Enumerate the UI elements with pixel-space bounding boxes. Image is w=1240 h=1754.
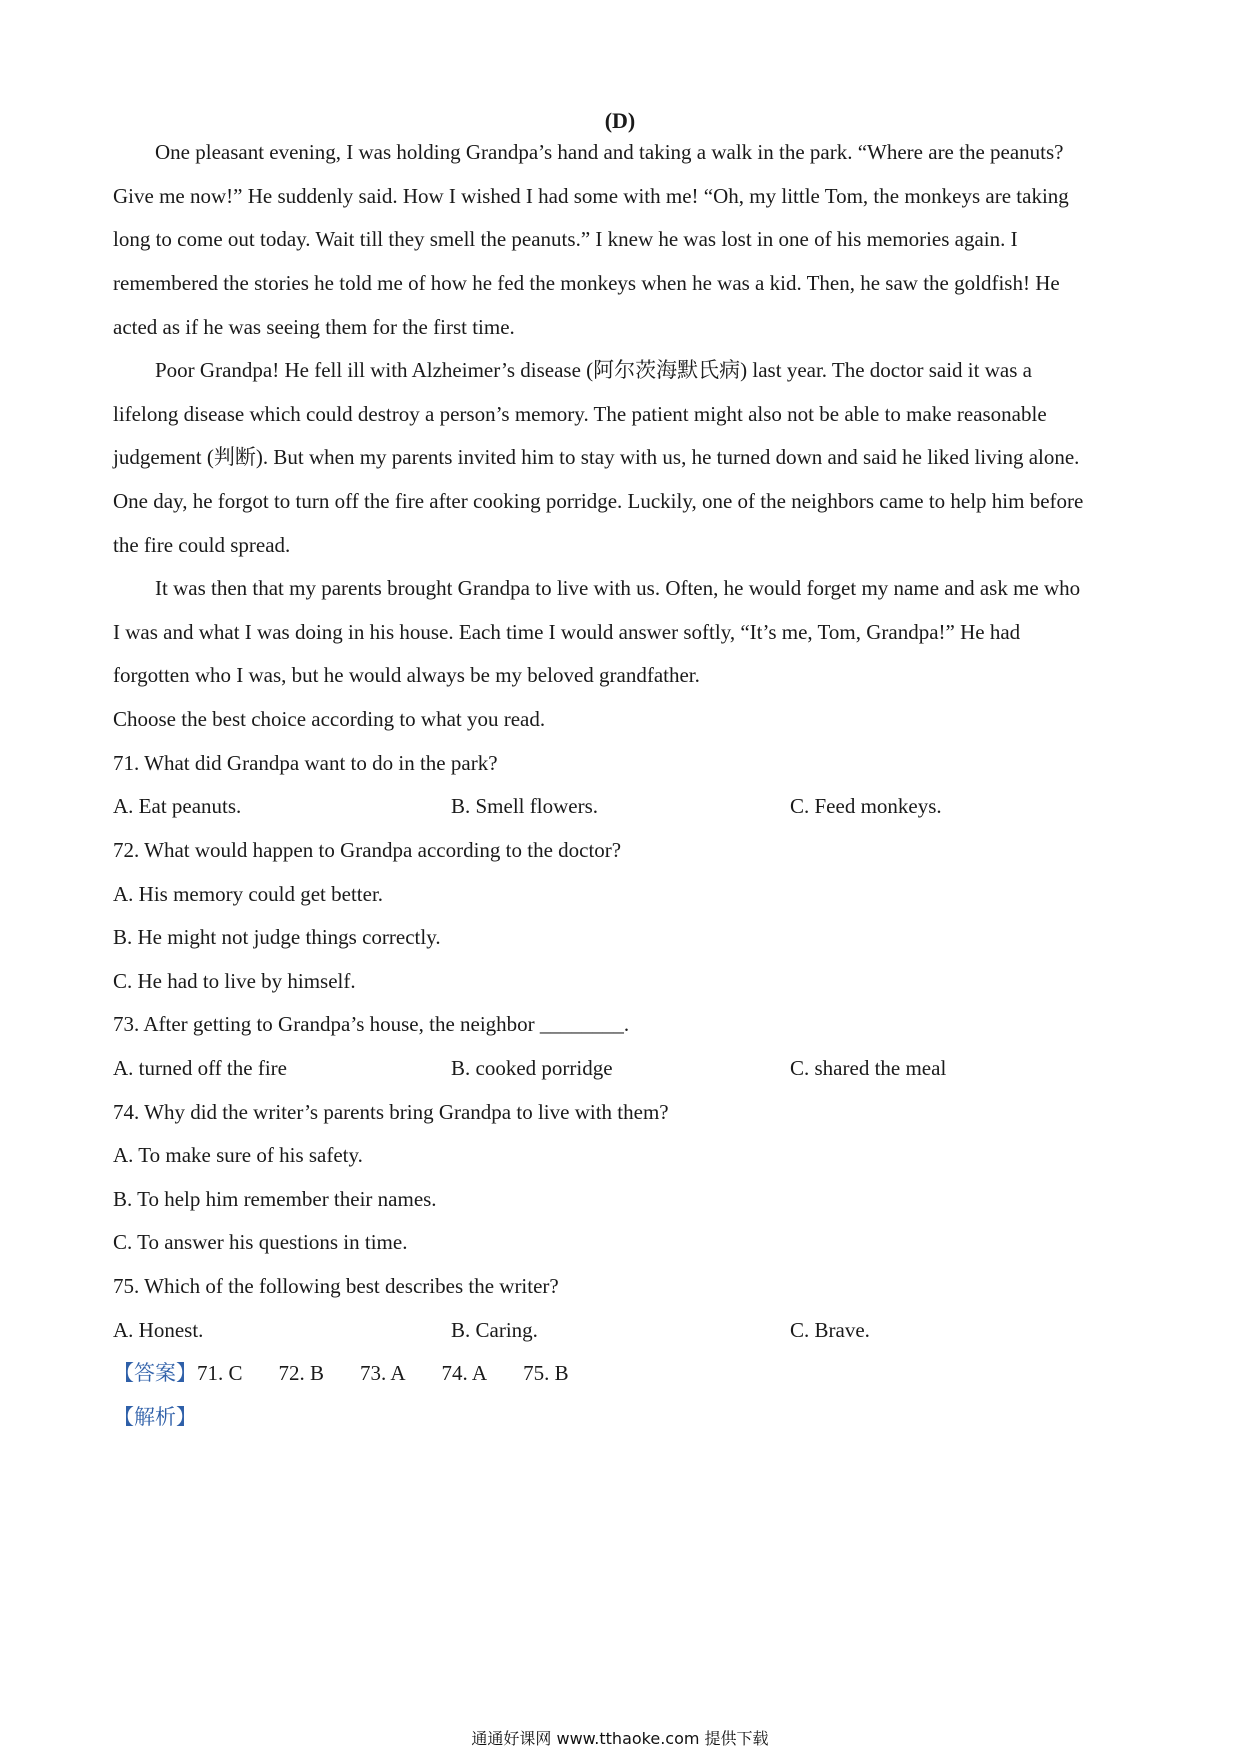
- question-73-stem: 73. After getting to Grandpa’s house, the neighbor ________.: [113, 1012, 630, 1036]
- question-72-stem: 72. What would happen to Grandpa according to the doctor?: [113, 838, 622, 862]
- passage-p1-line-3: long to come out today. Wait till they smell the peanuts.” I knew he was lost in one of his memories again. I: [113, 227, 1018, 251]
- passage-p2-line-1: Poor Grandpa! He fell ill with Alzheimer’s disease (阿尔茨海默氏病) last year. The doctor said it was a: [155, 358, 1032, 382]
- passage-p2-line-3: judgement (判断). But when my parents invited him to stay with us, he turned down and said he liked living alone.: [113, 445, 1080, 469]
- passage-p1-line-2: Give me now!” He suddenly said. How I wished I had some with me! “Oh, my little Tom, the monkeys are taking: [113, 184, 1069, 208]
- answer-item: 74. A: [441, 1361, 488, 1385]
- question-73-option-a: A. turned off the fire: [113, 1056, 287, 1080]
- question-74-option-b: B. To help him remember their names.: [113, 1187, 437, 1211]
- question-74-option-a: A. To make sure of his safety.: [113, 1143, 363, 1167]
- passage-p3-line-2: I was and what I was doing in his house. Each time I would answer softly, “It’s me, Tom, Grandpa!” He had: [113, 620, 1021, 644]
- question-75-option-b: B. Caring.: [451, 1318, 538, 1342]
- passage-p1-line-5: acted as if he was seeing them for the first time.: [113, 315, 515, 339]
- question-74-stem: 74. Why did the writer’s parents bring Grandpa to live with them?: [113, 1100, 669, 1124]
- question-71-option-a: A. Eat peanuts.: [113, 794, 242, 818]
- question-72-option-b: B. He might not judge things correctly.: [113, 925, 441, 949]
- question-73-option-b: B. cooked porridge: [451, 1056, 613, 1080]
- question-75-stem: 75. Which of the following best describes the writer?: [113, 1274, 559, 1298]
- answer-item: 75. B: [523, 1361, 569, 1385]
- passage-p2-line-4: One day, he forgot to turn off the fire after cooking porridge. Luckily, one of the neighbors came to help him before: [113, 489, 1084, 513]
- question-72-option-a: A. His memory could get better.: [113, 882, 384, 906]
- analysis-label: 【解析】: [113, 1405, 197, 1429]
- question-71-option-c: C. Feed monkeys.: [790, 794, 942, 818]
- passage-p3-line-1: It was then that my parents brought Grandpa to live with us. Often, he would forget my name and ask me who: [155, 576, 1081, 600]
- answer-item: 73. A: [360, 1361, 406, 1385]
- answer-label: 【答案】: [113, 1361, 197, 1385]
- question-75-option-a: A. Honest.: [113, 1318, 204, 1342]
- question-73-option-c: C. shared the meal: [790, 1056, 947, 1080]
- answer-item: 71. C: [197, 1361, 243, 1385]
- question-75-option-c: C. Brave.: [790, 1318, 870, 1342]
- section-title: (D): [604, 108, 636, 133]
- question-72-option-c: C. He had to live by himself.: [113, 969, 356, 993]
- answer-item: 72. B: [278, 1361, 325, 1385]
- passage-p2-line-2: lifelong disease which could destroy a person’s memory. The patient might also not be able to make reasonable: [113, 402, 1047, 426]
- answer-key: [113, 1359, 605, 1387]
- question-71-stem: 71. What did Grandpa want to do in the park?: [113, 751, 498, 775]
- page-footer: 通通好课网 www.tthaoke.com 提供下载: [471, 1729, 769, 1748]
- passage-p1-line-1: One pleasant evening, I was holding Grandpa’s hand and taking a walk in the park. “Where are the peanuts?: [155, 140, 1064, 164]
- passage-p2-line-5: the fire could spread.: [113, 533, 291, 557]
- passage-p3-line-3: forgotten who I was, but he would always be my beloved grandfather.: [113, 663, 700, 687]
- instruction: Choose the best choice according to what you read.: [113, 707, 546, 731]
- passage-p1-line-4: remembered the stories he told me of how he fed the monkeys when he was a kid. Then, he saw the goldfish! He: [113, 271, 1060, 295]
- question-71-option-b: B. Smell flowers.: [451, 794, 598, 818]
- question-74-option-c: C. To answer his questions in time.: [113, 1230, 408, 1254]
